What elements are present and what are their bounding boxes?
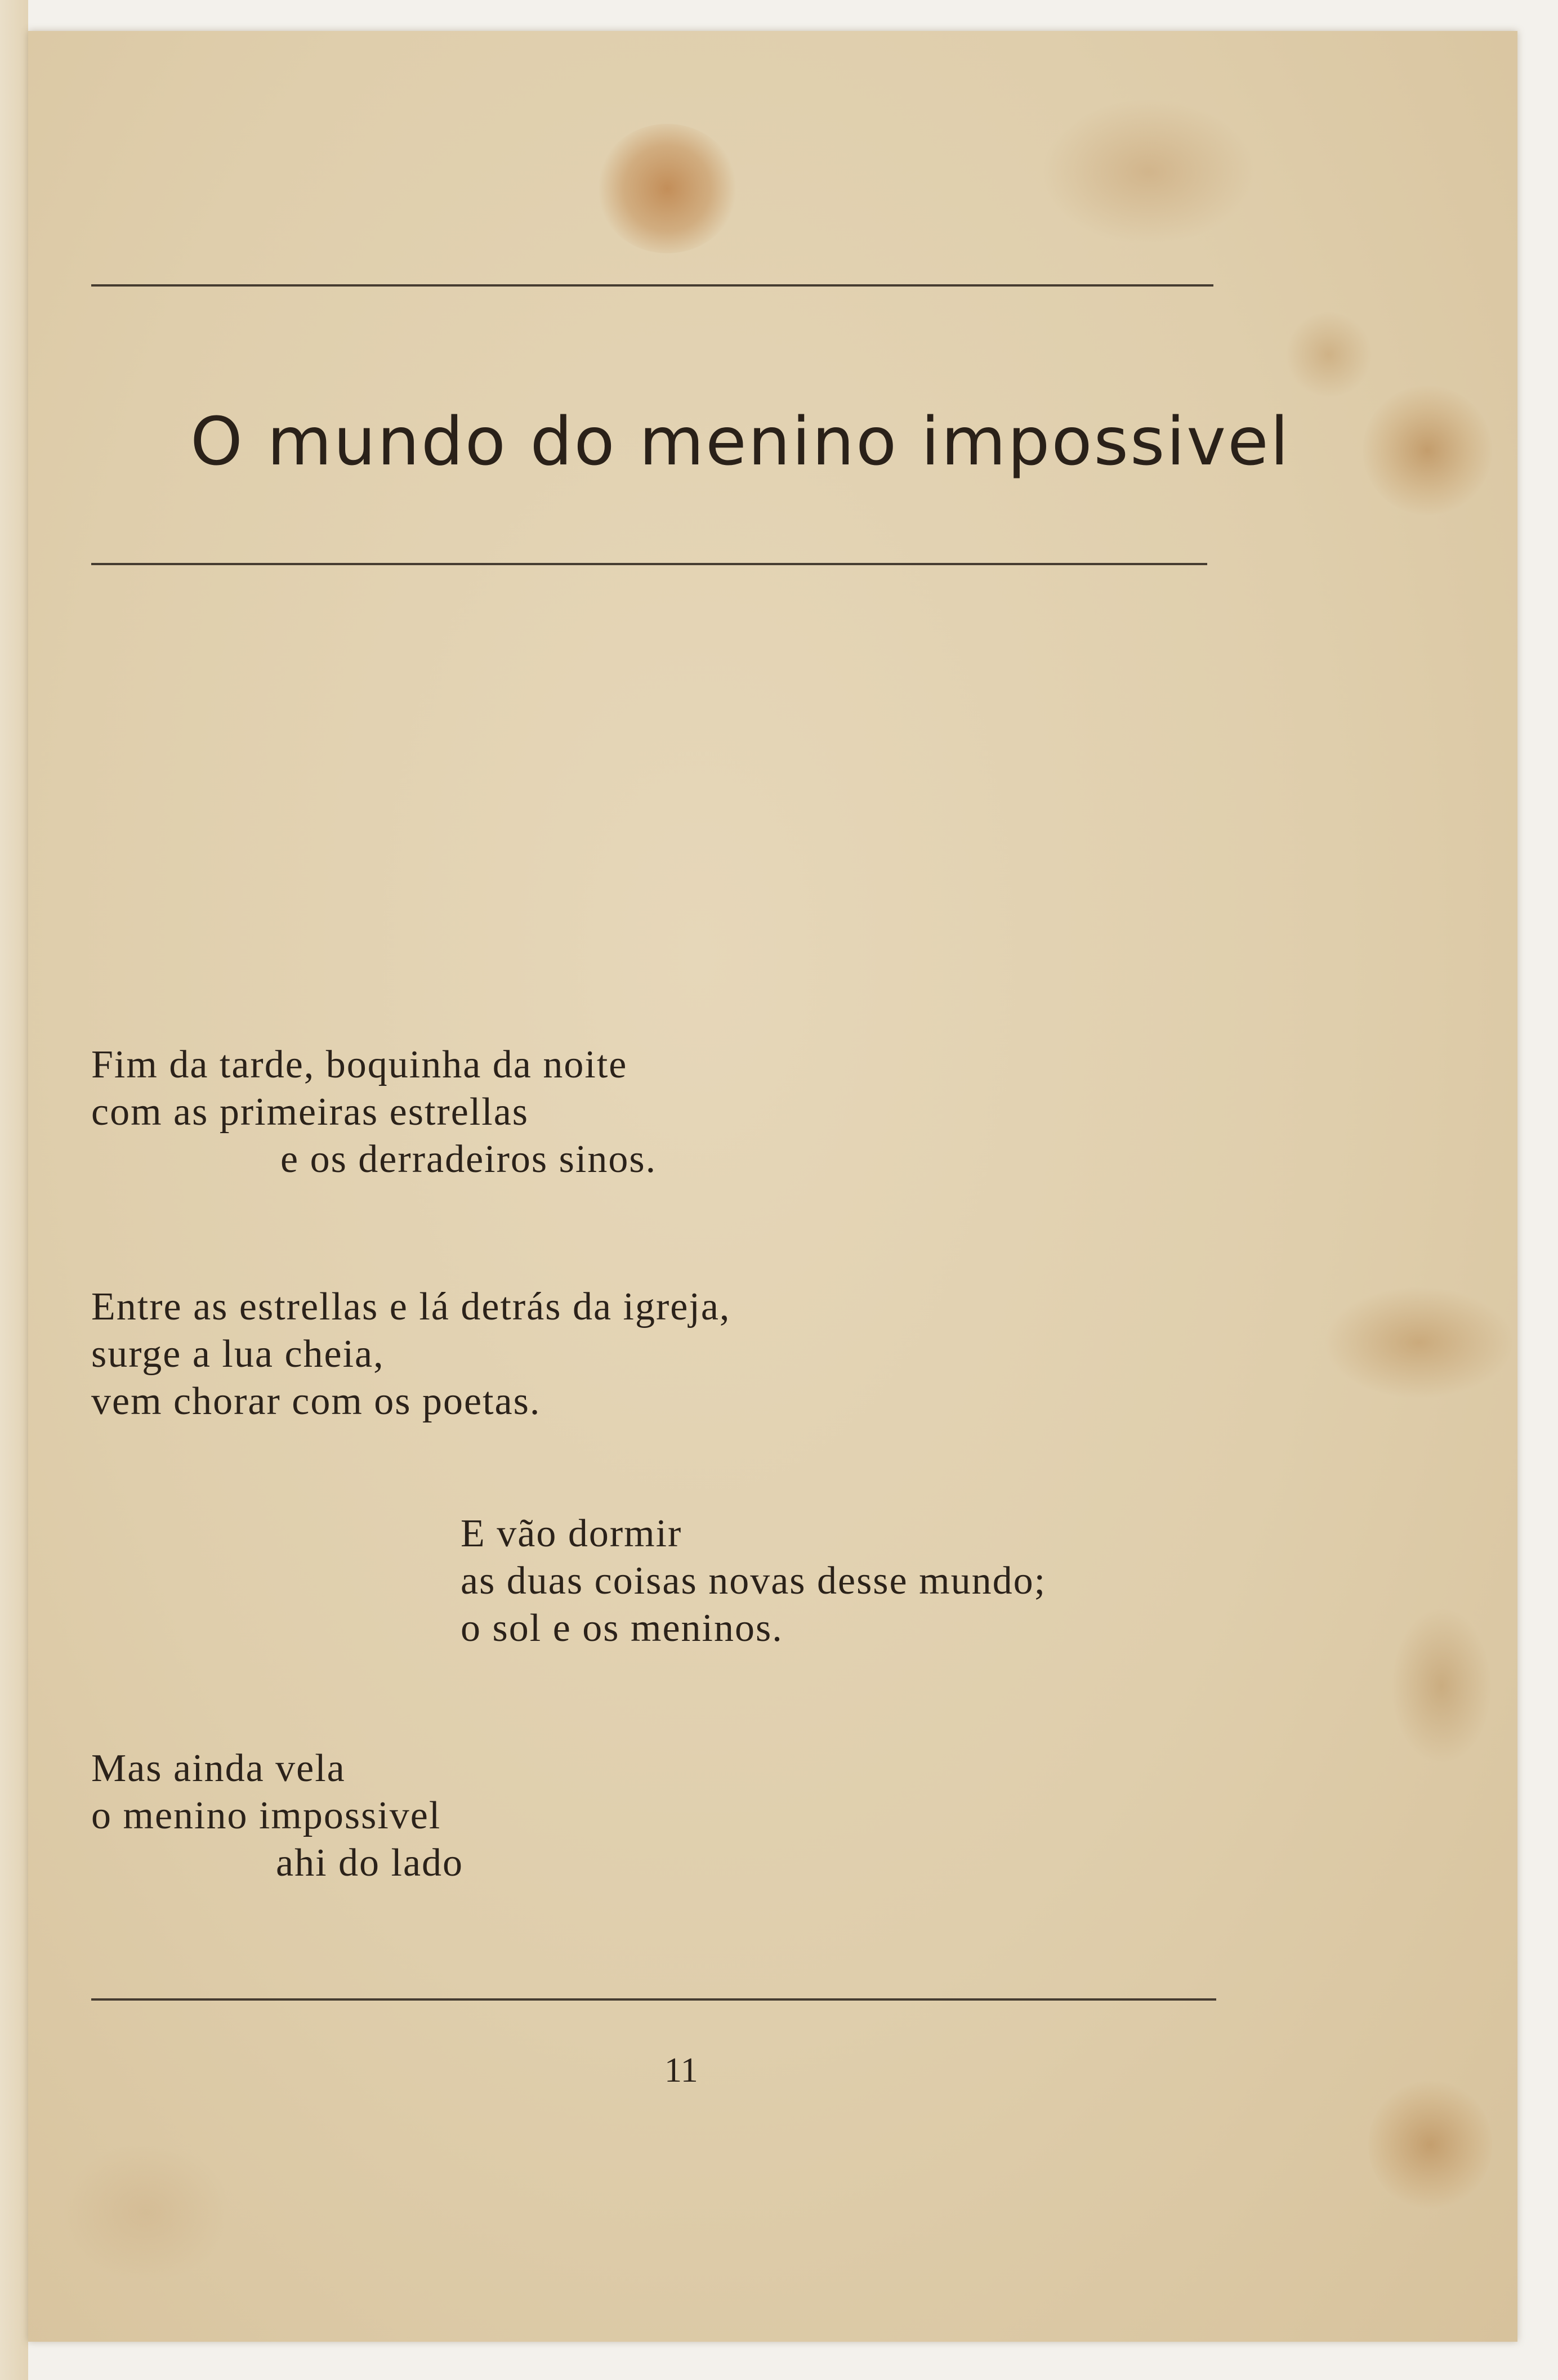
poem-line: Mas ainda vela (91, 1747, 346, 1790)
stanza-2 (91, 1283, 730, 1425)
header-top-rule (91, 284, 1213, 287)
page-number: 11 (664, 2051, 698, 2090)
header-bottom-rule (91, 563, 1207, 565)
stain-top-right (1042, 99, 1256, 245)
stanza-3 (461, 1510, 1046, 1652)
stanza-4 (91, 1745, 463, 1887)
poem-line: vem chorar com os poetas. (91, 1380, 541, 1423)
stain-bottom-left (62, 2142, 231, 2283)
poem-line: Entre as estrellas e lá detrás da igreja, (91, 1285, 731, 1328)
page-title: O mundo do menino impossivel (190, 402, 1291, 480)
poem-line: as duas coisas novas desse mundo; (461, 1559, 1047, 1603)
poem-line: o sol e os meninos. (461, 1607, 783, 1650)
poem-line: surge a lua cheia, (91, 1332, 385, 1376)
stain-right-middle (1323, 1286, 1515, 1399)
stain-right-upper-small (1284, 312, 1374, 397)
stain-right-upper (1363, 386, 1492, 515)
footer-rule (91, 1998, 1216, 2001)
stain-right-lower (1391, 1607, 1492, 1765)
poem-line: e os derradeiros sinos. (280, 1138, 657, 1181)
poem-line: Fim da tarde, boquinha da noite (91, 1043, 628, 1086)
book-page (28, 31, 1517, 2342)
poem-line: ahi do lado (276, 1841, 464, 1885)
left-page-edge (0, 0, 28, 2380)
poem-line: E vão dormir (461, 1512, 682, 1555)
poem-line: o menino impossivel (91, 1794, 441, 1837)
stain-top-center (597, 124, 738, 253)
stanza-1 (91, 1041, 657, 1183)
poem-line: com as primeiras estrellas (91, 1090, 529, 1134)
stain-bottom-right (1368, 2080, 1492, 2209)
